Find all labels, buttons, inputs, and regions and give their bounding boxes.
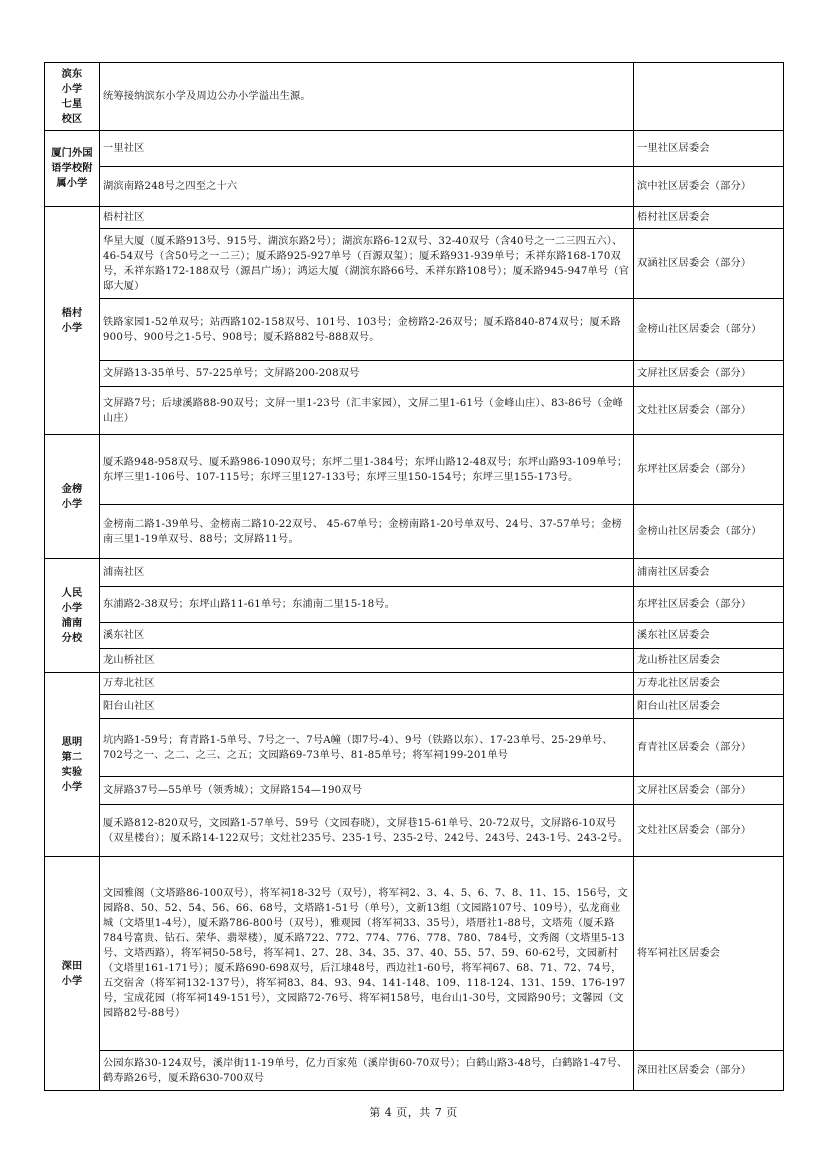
address-range-cell: 厦禾路812-820双号，文园路1-57单号、59号（文园春晓），文屏巷15-61单号、20-72双号，文屏路6-10双号（双星楼台）；厦禾路14-122双号；文灶社235号、235-1号、235-2号、242号、243号、243-1号、243-2号。 bbox=[100, 805, 634, 857]
table-row bbox=[45, 673, 784, 695]
school-name-cell: 深田小学 bbox=[45, 857, 100, 1091]
community-committee-cell: 浦南社区居委会 bbox=[634, 559, 784, 587]
address-range-cell: 文屏路37号—55单号（领秀城）；文屏路154—190双号 bbox=[100, 777, 634, 805]
enrollment-zone-table bbox=[44, 62, 784, 1091]
address-range-cell: 统筹接纳滨东小学及周边公办小学溢出生源。 bbox=[100, 63, 634, 131]
community-committee-cell: 将军祠社区居委会 bbox=[634, 857, 784, 1051]
community-committee-cell: 一里社区居委会 bbox=[634, 131, 784, 167]
table-row bbox=[45, 587, 784, 623]
table-row bbox=[45, 777, 784, 805]
community-committee-cell: 金榜山社区居委会（部分） bbox=[634, 299, 784, 361]
address-range-cell: 梧村社区 bbox=[100, 207, 634, 229]
school-name-cell: 金榜小学 bbox=[45, 435, 100, 559]
community-committee-cell: 文灶社区居委会（部分） bbox=[634, 387, 784, 435]
table-row bbox=[45, 299, 784, 361]
address-range-cell: 文园雅阁（文塔路86-100双号），将军祠18-32号（双号），将军祠2、3、4、5、6、7、8、11、15、156号，文园路8、50、52、54、56、66、68号，文塔路1-51号（单号），文新13组（文园路107号、109号），弘龙商业城（文塔里1-4号），厦禾路786-800号（双号），雅观园（将军祠33、35号），塔厝社1-88号，文塔苑（厦禾路784号富贵、钻石、荣华、翡翠楼），厦禾路722、772、774、776、778、780、784号，文秀阁（文塔里5-13号、文塔西路），将军祠50-58号，将军祠1、27、28、34、35、37、40、55、57、59、60-62号，文园新村（文塔里161-171号）；厦禾路690-698双号，后江埭48号，西边社1-60号，将军祠67、68、71、72、74号，五交宿舍（将军祠132-137号），将军祠83、84、93、94、141-148、109、118-124、131、159、176-197号，宝成花园（将军祠149-151号），文园路72-76号、将军祠158号，电台山1-30号，文园路90号；文馨园（文园路82号-88号） bbox=[100, 857, 634, 1051]
address-range-cell: 湖滨南路248号之四至之十六 bbox=[100, 167, 634, 207]
school-name-cell: 人民小学浦南分校 bbox=[45, 559, 100, 673]
address-range-cell: 一里社区 bbox=[100, 131, 634, 167]
table-row bbox=[45, 167, 784, 207]
table-row bbox=[45, 805, 784, 857]
address-range-cell: 溪东社区 bbox=[100, 623, 634, 649]
table-row bbox=[45, 131, 784, 167]
table-row bbox=[45, 505, 784, 559]
table-row bbox=[45, 387, 784, 435]
page-footer: 第 4 页，共 7 页 bbox=[369, 1106, 458, 1119]
community-committee-cell: 双涵社区居委会（部分） bbox=[634, 229, 784, 299]
community-committee-cell: 深田社区居委会（部分） bbox=[634, 1051, 784, 1091]
school-name-cell: 梧村小学 bbox=[45, 207, 100, 435]
address-range-cell: 公园东路30-124双号，溪岸街11-19单号，亿力百家苑（溪岸街60-70双号）；白鹤山路3-48号，白鹤路1-47号、鹤寿路26号，厦禾路630-700双号 bbox=[100, 1051, 634, 1091]
table-row bbox=[45, 559, 784, 587]
community-committee-cell: 滨中社区居委会（部分） bbox=[634, 167, 784, 207]
table-row bbox=[45, 361, 784, 387]
community-committee-cell: 育青社区居委会（部分） bbox=[634, 719, 784, 777]
community-committee-cell bbox=[634, 63, 784, 131]
table-row bbox=[45, 229, 784, 299]
address-range-cell: 铁路家园1-52单双号；站西路102-158双号、101号、103号；金榜路2-26双号；厦禾路840-874双号；厦禾路900号、900号之1-5号、908号；厦禾路882号-888双号。 bbox=[100, 299, 634, 361]
address-range-cell: 厦禾路948-958双号、厦禾路986-1090双号；东坪二里1-384号；东坪山路12-48双号；东坪山路93-109单号；东坪三里1-106号、107-115号；东坪三里127-133号；东坪三里150-154号；东坪三里155-173号。 bbox=[100, 435, 634, 505]
table-row bbox=[45, 695, 784, 719]
community-committee-cell: 金榜山社区居委会（部分） bbox=[634, 505, 784, 559]
address-range-cell: 金榜南二路1-39单号、金榜南二路10-22双号、 45-67单号；金榜南路1-20号单双号、24号、37-57单号；金榜南三里1-19单双号、88号；文屏路11号。 bbox=[100, 505, 634, 559]
community-committee-cell: 龙山桥社区居委会 bbox=[634, 649, 784, 673]
school-name-cell: 厦门外国语学校附属小学 bbox=[45, 131, 100, 207]
community-committee-cell: 文屏社区居委会（部分） bbox=[634, 361, 784, 387]
community-committee-cell: 东坪社区居委会（部分） bbox=[634, 435, 784, 505]
table-row bbox=[45, 857, 784, 1051]
table-row bbox=[45, 1051, 784, 1091]
community-committee-cell: 溪东社区居委会 bbox=[634, 623, 784, 649]
community-committee-cell: 阳台山社区居委会 bbox=[634, 695, 784, 719]
community-committee-cell: 东坪社区居委会（部分） bbox=[634, 587, 784, 623]
table-body bbox=[45, 63, 784, 1091]
community-committee-cell: 梧村社区居委会 bbox=[634, 207, 784, 229]
address-range-cell: 华星大厦（厦禾路913号、915号、湖滨东路2号）；湖滨东路6-12双号、32-40双号（含40号之一二三四五六）、46-54双号（含50号之一二三）；厦禾路925-927单号（百源双玺）；厦禾路931-939单号；禾祥东路168-170双号，禾祥东路172-188双号（源昌广场）；鸿运大厦（湖滨东路66号、禾祥东路108号）；厦禾路945-947单号（官邸大厦） bbox=[100, 229, 634, 299]
table-row bbox=[45, 207, 784, 229]
table-row bbox=[45, 649, 784, 673]
address-range-cell: 坑内路1-59号；育青路1-5单号、7号之一、7号A幢（即7号-4）、9号（铁路以东）、17-23单号、25-29单号、702号之一、之二、之三、之五；文园路69-73单号、81-85单号；将军祠199-201单号 bbox=[100, 719, 634, 777]
table-row bbox=[45, 623, 784, 649]
address-range-cell: 龙山桥社区 bbox=[100, 649, 634, 673]
community-committee-cell: 文屏社区居委会（部分） bbox=[634, 777, 784, 805]
address-range-cell: 万寿北社区 bbox=[100, 673, 634, 695]
table-row bbox=[45, 719, 784, 777]
address-range-cell: 文屏路13-35单号、57-225单号；文屏路200-208双号 bbox=[100, 361, 634, 387]
school-name-cell: 滨东小学七星校区 bbox=[45, 63, 100, 131]
community-committee-cell: 万寿北社区居委会 bbox=[634, 673, 784, 695]
school-name-cell: 思明第二实验小学 bbox=[45, 673, 100, 857]
address-range-cell: 东浦路2-38双号；东坪山路11-61单号；东浦南二里15-18号。 bbox=[100, 587, 634, 623]
community-committee-cell: 文灶社区居委会（部分） bbox=[634, 805, 784, 857]
address-range-cell: 文屏路7号；后埭溪路88-90双号；文屏一里1-23号（汇丰家园），文屏二里1-61号（金峰山庄）、83-86号（金峰山庄） bbox=[100, 387, 634, 435]
table-row bbox=[45, 63, 784, 131]
table-row bbox=[45, 435, 784, 505]
address-range-cell: 阳台山社区 bbox=[100, 695, 634, 719]
address-range-cell: 浦南社区 bbox=[100, 559, 634, 587]
